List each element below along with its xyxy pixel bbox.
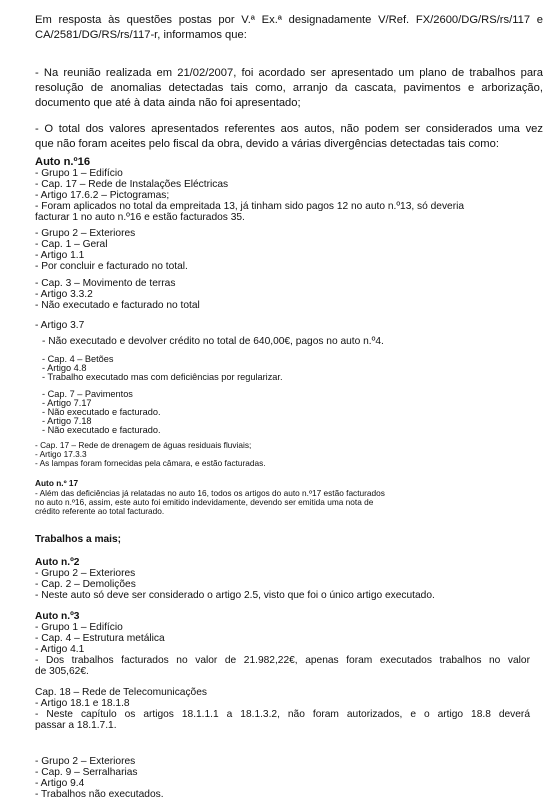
- auto16-artigo-3-7-detail: - Não executado e devolver crédito no total de 640,00€, pagos no auto n.º4.: [42, 336, 384, 347]
- auto16-c7-line-1: - Cap. 7 – Pavimentos: [42, 389, 133, 399]
- extras-auto3-line-5: de 305,62€.: [35, 666, 89, 677]
- auto16-c3-line-2: - Artigo 3.3.2: [35, 289, 93, 300]
- extras-cap18-line-3: passar a 18.1.7.1.: [35, 720, 117, 731]
- extras-auto3-line-4: - Dos trabalhos facturados no valor de 21.982,22€, apenas foram executados trabalhos no valor: [35, 655, 530, 666]
- intro-line-2: CA/2581/DG/RS/rs/117-r, informamos que:: [35, 29, 247, 41]
- auto16-g2-line-2: - Cap. 1 – Geral: [35, 239, 108, 250]
- extras-auto3-title: Auto n.º3: [35, 611, 80, 622]
- extras-auto2-line-2: - Cap. 2 – Demolições: [35, 579, 136, 590]
- auto17-line-2: no auto n.º16, assim, este auto foi emitido indevidamente, devendo ser emitida uma nota de: [35, 497, 374, 507]
- auto17-line-3: crédito referente ao total facturado.: [35, 506, 165, 516]
- extras-cap18-line-2: - Neste capítulo os artigos 18.1.1.1 a 18.1.3.2, não foram autorizados, e o artigo 18.8 deverá: [35, 709, 530, 720]
- para2-line-1: - O total dos valores apresentados referentes aos autos, não podem ser considerados uma vez: [35, 123, 543, 135]
- extras-auto2-title: Auto n.º2: [35, 557, 80, 568]
- para1-line-2: resolução de anomalias detectadas tais como, arranjo da cascata, pavimentos e arborização,: [35, 82, 543, 94]
- auto16-line-3: - Artigo 17.6.2 – Pictogramas;: [35, 190, 170, 201]
- auto16-line-4: - Foram aplicados no total da empreitada 13, já tinham sido pagos 12 no auto n.º13, só deveria: [35, 201, 465, 212]
- extras-cap18-title: Cap. 18 – Rede de Telecomunicações: [35, 687, 207, 698]
- para1-line-3: documento que até à data ainda não foi apresentado;: [35, 97, 301, 109]
- auto16-line-2: - Cap. 17 – Rede de Instalações Eléctricas: [35, 179, 229, 190]
- auto16-artigo-3-7: - Artigo 3.7: [35, 320, 85, 331]
- extras-g2-line-4: - Trabalhos não executados.: [35, 789, 164, 800]
- extras-g2-line-2: - Cap. 9 – Serralharias: [35, 767, 138, 778]
- auto16-c3-line-1: - Cap. 3 – Movimento de terras: [35, 278, 176, 289]
- extras-cap18-line-1: - Artigo 18.1 e 18.1.8: [35, 698, 130, 709]
- auto16-g2-line-3: - Artigo 1.1: [35, 250, 85, 261]
- auto16-g2-line-4: - Por concluir e facturado no total.: [35, 261, 188, 272]
- auto17-title: Auto n.º 17: [35, 478, 79, 488]
- extras-g2-line-1: - Grupo 2 – Exteriores: [35, 756, 136, 767]
- extras-auto2-line-3: - Neste auto só deve ser considerado o artigo 2.5, visto que foi o único artigo executado.: [35, 590, 435, 601]
- auto16-c4-line-3: - Trabalho executado mas com deficiências por regularizar.: [42, 372, 283, 382]
- auto16-c17-line-3: - As lampas foram fornecidas pela câmara, e estão facturadas.: [35, 458, 266, 468]
- auto17-line-1: - Além das deficiências já relatadas no auto 16, todos os artigos do auto n.º17 estão facturados: [35, 488, 385, 498]
- extras-auto3-line-1: - Grupo 1 – Edifício: [35, 622, 123, 633]
- auto16-c7-line-2: - Artigo 7.17: [42, 398, 92, 408]
- auto16-c17-line-1: - Cap. 17 – Rede de drenagem de águas residuais fluviais;: [35, 440, 252, 450]
- extras-g2-line-3: - Artigo 9.4: [35, 778, 85, 789]
- extras-auto3-line-3: - Artigo 4.1: [35, 644, 85, 655]
- para2-line-2: que não foram aceites pelo fiscal da obra, devido a várias divergências detectadas tais como:: [35, 138, 499, 150]
- auto16-c7-line-4: - Artigo 7.18: [42, 416, 92, 426]
- auto16-c7-line-3: - Não executado e facturado.: [42, 407, 161, 417]
- auto16-g2-line-1: - Grupo 2 – Exteriores: [35, 228, 136, 239]
- auto16-line-5: facturar 1 no auto n.º16 e estão facturados 35.: [35, 212, 245, 223]
- extras-auto2-line-1: - Grupo 2 – Exteriores: [35, 568, 136, 579]
- para1-line-1: - Na reunião realizada em 21/02/2007, foi acordado ser apresentado um plano de trabalhos para: [35, 67, 543, 79]
- auto16-title: Auto n.º16: [35, 156, 91, 168]
- auto16-c4-line-1: - Cap. 4 – Betões: [42, 354, 114, 364]
- extras-auto3-line-2: - Cap. 4 – Estrutura metálica: [35, 633, 165, 644]
- auto16-c7-line-5: - Não executado e facturado.: [42, 425, 161, 435]
- intro-line-1: Em resposta às questões postas por V.ª Ex.ª designadamente V/Ref. FX/2600/DG/RS/rs/117 e: [35, 14, 543, 26]
- extras-heading: Trabalhos a mais;: [35, 534, 122, 545]
- auto16-line-1: - Grupo 1 – Edifício: [35, 168, 123, 179]
- auto16-c3-line-3: - Não executado e facturado no total: [35, 300, 200, 311]
- auto16-c4-line-2: - Artigo 4.8: [42, 363, 87, 373]
- auto16-c17-line-2: - Artigo 17.3.3: [35, 449, 87, 459]
